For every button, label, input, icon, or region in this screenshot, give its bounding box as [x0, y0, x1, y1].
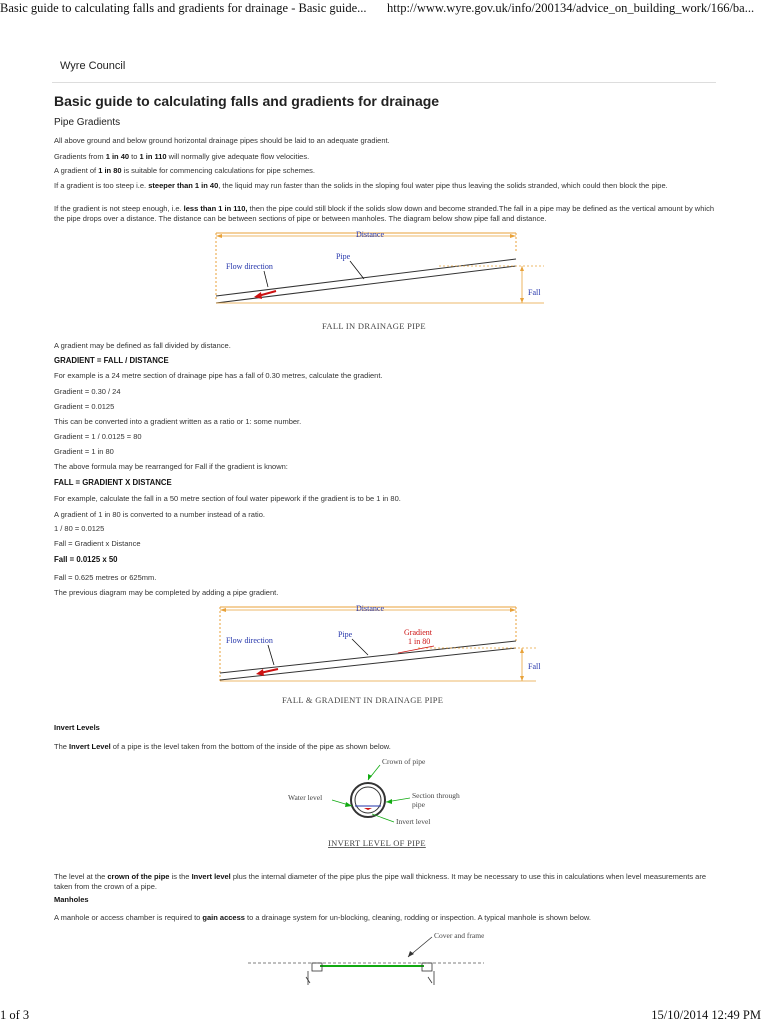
paragraph: Gradients from 1 in 40 to 1 in 110 will normally give adequate flow velocities.	[54, 152, 310, 161]
paragraph: 1 / 80 = 0.0125	[54, 524, 105, 533]
paragraph: A gradient of 1 in 80 is suitable for commencing calculations for pipe schemes.	[54, 166, 315, 175]
water-level-label: Water level	[288, 793, 323, 802]
distance-label: Distance	[356, 230, 384, 239]
section-heading-manholes: Manholes	[54, 895, 89, 904]
section-heading-invert-levels: Invert Levels	[54, 723, 100, 732]
fall-and-gradient-diagram	[218, 603, 548, 707]
manhole-diagram	[248, 927, 484, 987]
pipe-label: Pipe	[338, 630, 353, 639]
paragraph: If a gradient is too steep i.e. steeper than 1 in 40, the liquid may run faster than the solids in the sloping foul water pipe thus leaving the solids stranded, which could then block the pipe.	[54, 181, 668, 190]
invert-label: Invert level	[396, 817, 431, 826]
page-url[interactable]: http://www.wyre.gov.uk/info/200134/advice_on_building_work/166/ba...	[387, 1, 755, 15]
site-name[interactable]: Wyre Council	[60, 60, 126, 72]
distance-label: Distance	[356, 604, 384, 613]
print-header	[0, 0, 768, 18]
paragraph: If the gradient is not steep enough, i.e. less than 1 in 110, then the pipe could still block if the solids slow down and become stranded.The fall in a pipe may be defined as the vertical amount by which the pipe drops over a distance. The distance can be between sections of pipe or between manholes. The diagram below show pipe fall and distance.	[54, 204, 714, 223]
invert-level-diagram	[282, 754, 486, 852]
paragraph: For example, calculate the fall in a 50 metre section of foul water pipework if the gradient is to be 1 in 80.	[54, 494, 401, 503]
paragraph: A manhole or access chamber is required to gain access to a drainage system for un-blocking, cleaning, rodding or inspection. A typical manhole is shown below.	[54, 913, 591, 922]
divider	[52, 82, 716, 83]
paragraph: The above formula may be rearranged for Fall if the gradient is known:	[54, 462, 288, 471]
print-footer	[0, 1006, 768, 1024]
formula: GRADIENT = FALL / DISTANCE	[54, 356, 169, 365]
gradient-ratio-label: 1 in 80	[408, 637, 431, 646]
paragraph: Gradient = 1 in 80	[54, 447, 114, 456]
print-datetime: 15/10/2014 12:49 PM	[651, 1008, 761, 1022]
paragraph: A gradient may be defined as fall divided by distance.	[54, 341, 231, 350]
paragraph: A gradient of 1 in 80 is converted to a number instead of a ratio.	[54, 510, 265, 519]
paragraph: Fall = Gradient x Distance	[54, 539, 141, 548]
section-label-2: pipe	[412, 800, 425, 809]
figure-caption: FALL IN DRAINAGE PIPE	[322, 321, 426, 331]
gradient-label: Gradient	[404, 628, 432, 637]
crown-label: Crown of pipe	[382, 757, 426, 766]
paragraph: The previous diagram may be completed by adding a pipe gradient.	[54, 588, 279, 597]
pipe-label: Pipe	[336, 252, 351, 261]
paragraph: For example is a 24 metre section of drainage pipe has a fall of 0.30 metres, calculate the gradient.	[54, 371, 383, 380]
cover-label: Cover and frame	[434, 931, 484, 940]
fall-in-drainage-pipe-diagram	[214, 229, 548, 333]
article-header	[54, 93, 714, 109]
paragraph: All above ground and below ground horizontal drainage pipes should be laid to an adequate gradient.	[54, 136, 390, 145]
section-heading-pipe-gradients: Pipe Gradients	[54, 117, 121, 128]
paragraph: Gradient = 1 / 0.0125 = 80	[54, 432, 142, 441]
article-title: Basic guide to calculating falls and gradients for drainage	[54, 93, 440, 109]
formula: Fall = 0.0125 x 50	[54, 555, 118, 564]
figure-caption: FALL & GRADIENT IN DRAINAGE PIPE	[282, 695, 444, 705]
formula: FALL = GRADIENT X DISTANCE	[54, 478, 172, 487]
flow-direction-label: Flow direction	[226, 262, 273, 271]
paragraph: Fall = 0.625 metres or 625mm.	[54, 573, 157, 582]
paragraph: Gradient = 0.0125	[54, 402, 115, 411]
section-label: Section through	[412, 791, 460, 800]
page-title: Basic guide to calculating falls and gradients for drainage - Basic guide...	[0, 1, 367, 15]
paragraph: Gradient = 0.30 / 24	[54, 387, 121, 396]
figure-caption: INVERT LEVEL OF PIPE	[328, 838, 426, 848]
fall-label: Fall	[528, 288, 541, 297]
fall-label: Fall	[528, 662, 541, 671]
paragraph: The level at the crown of the pipe is the Invert level plus the internal diameter of the pipe plus the pipe wall thickness. It may be necessary to use this in calculations when level measurements are taken from the crown of a pipe.	[54, 872, 707, 891]
paragraph: The Invert Level of a pipe is the level taken from the bottom of the inside of the pipe as shown below.	[54, 742, 391, 751]
paragraph: This can be converted into a gradient written as a ratio or 1: some number.	[54, 417, 302, 426]
flow-direction-label: Flow direction	[226, 636, 273, 645]
page-count: 1 of 3	[0, 1008, 30, 1022]
